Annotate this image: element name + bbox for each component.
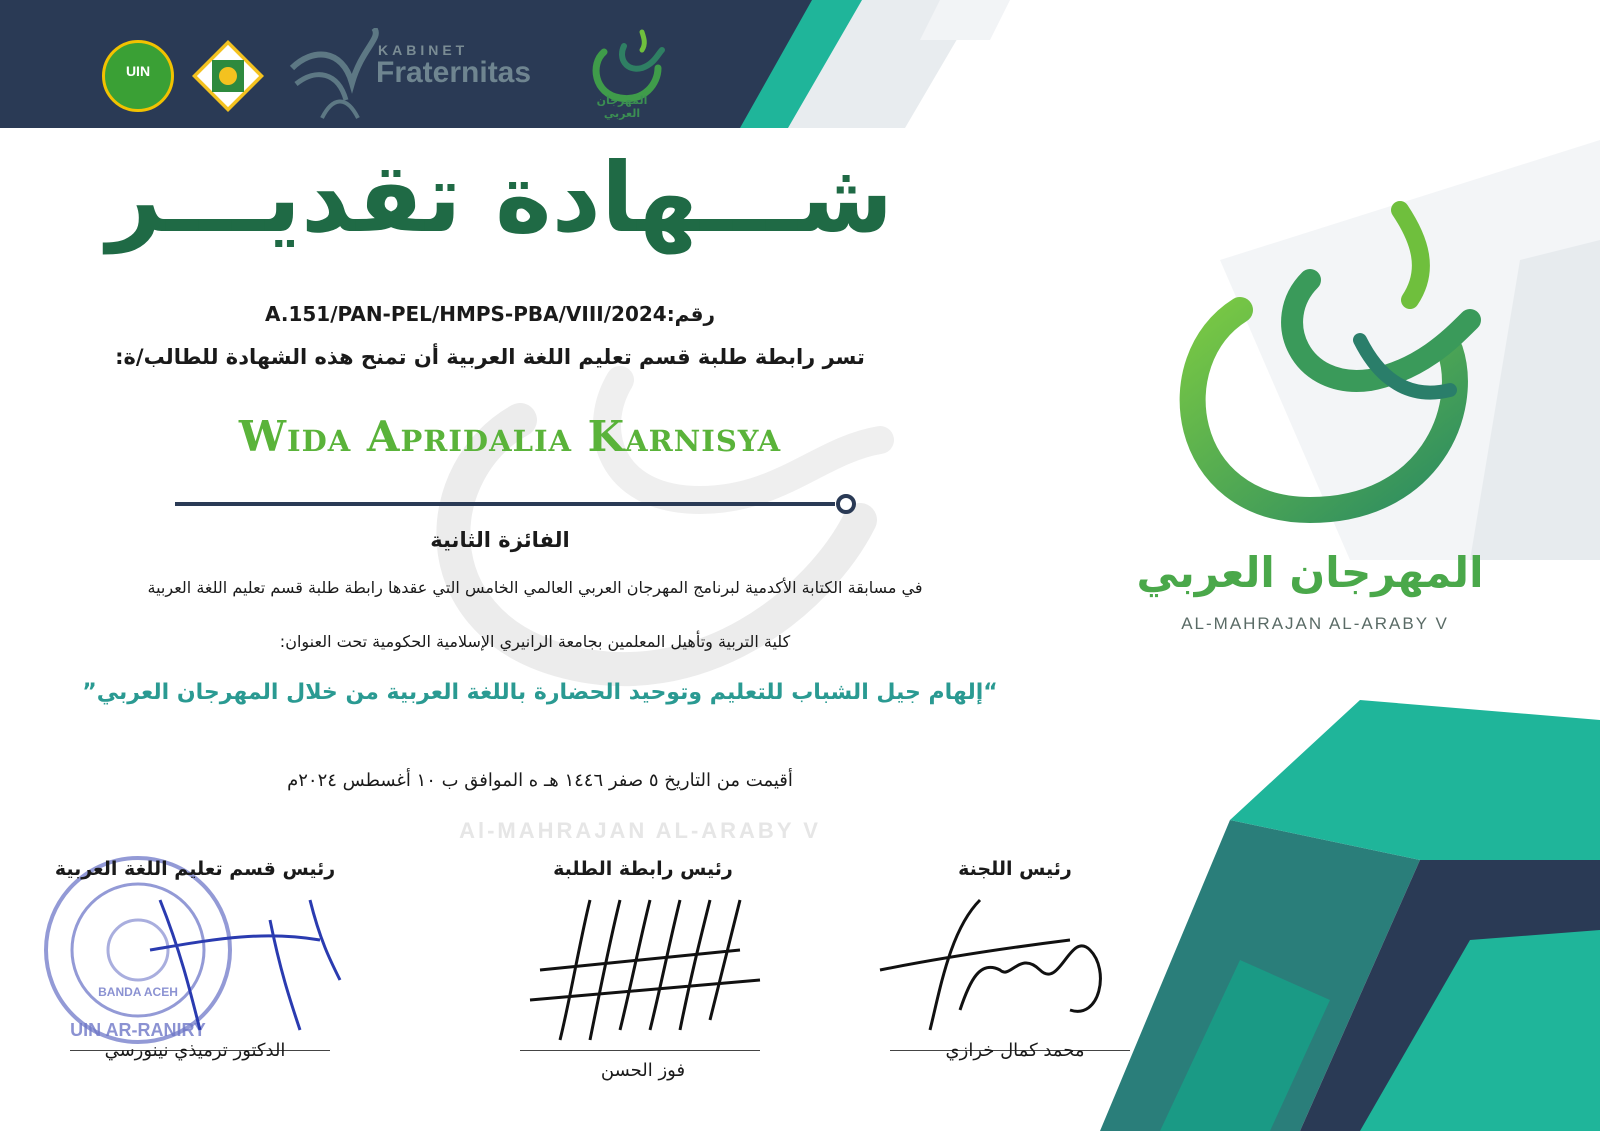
description-line-2: كلية التربية وتأهيل المعلمين بجامعة الرانيري الإسلامية الحكومية تحت العنوان: — [279, 632, 791, 651]
brand-name-arabic: المهرجان العربي — [1136, 548, 1484, 597]
cabinet-label: KABINET — [378, 42, 469, 58]
mahrajan-logo — [1150, 190, 1500, 540]
intro-text: تسر رابطة طلبة قسم تعليم اللغة العربية أن تمنح هذه الشهادة للطالب/ة: — [115, 345, 865, 369]
signature-2-line — [520, 1050, 760, 1051]
competition-theme: “إلهام جيل الشباب للتعليم وتوحيد الحضارة باللغة العربية من خلال المهرجان العربي” — [82, 680, 998, 705]
certificate-title: شـــهادة تقديـــر — [106, 142, 894, 254]
cabinet-name: Fraternitas — [376, 56, 532, 89]
watermark-english: Al-MAHRAJAN AL-ARABY V — [459, 818, 821, 843]
signatory-2-title: رئيس رابطة الطلبة — [553, 858, 733, 880]
description-line-1: في مسابقة الكتابة الأكدمية لبرنامج المهرجان العربي العالمي الخامس التي عقدها رابطة طلبة قسم تعليم اللغة العربية — [147, 578, 923, 597]
brand-name-english: AL-MAHRAJAN AL-ARABY V — [1181, 614, 1449, 633]
seal-text: UIN AR-RANIRY — [70, 1020, 206, 1040]
uin-logo — [102, 40, 174, 112]
signatory-1-title: رئيس قسم تعليم اللغة العربية — [54, 858, 336, 880]
award-title: الفائزة الثانية — [430, 528, 570, 552]
reference-number: رقم:A.151/PAN-PEL/HMPS-PBA/VIII/2024 — [265, 302, 715, 326]
mahrajan-small-text: المهرجان العربي — [596, 94, 648, 120]
seal-city: BANDA ACEH — [98, 985, 178, 999]
signature-3 — [870, 890, 1130, 1050]
signature-1 — [120, 880, 360, 1040]
date-line: أقيمت من التاريخ ٥ صفر ١٤٤٦ هـ ه الموافق ب ١٠ أغسطس ٢٠٢٤م — [287, 770, 793, 791]
signatory-2-name: فوز الحسن — [600, 1060, 686, 1081]
hmps-logo — [190, 38, 266, 114]
signatory-3-title: رئيس اللجنة — [958, 858, 1072, 880]
uin-logo-text: UIN — [125, 63, 151, 79]
signatory-3-name: محمد كمال خرازي — [945, 1040, 1085, 1061]
signature-2 — [520, 880, 780, 1050]
recipient-name: Wida Apridalia Karnisya — [238, 412, 782, 461]
signatory-1-name: الدكتور ترميذي نينورسي — [104, 1040, 286, 1061]
